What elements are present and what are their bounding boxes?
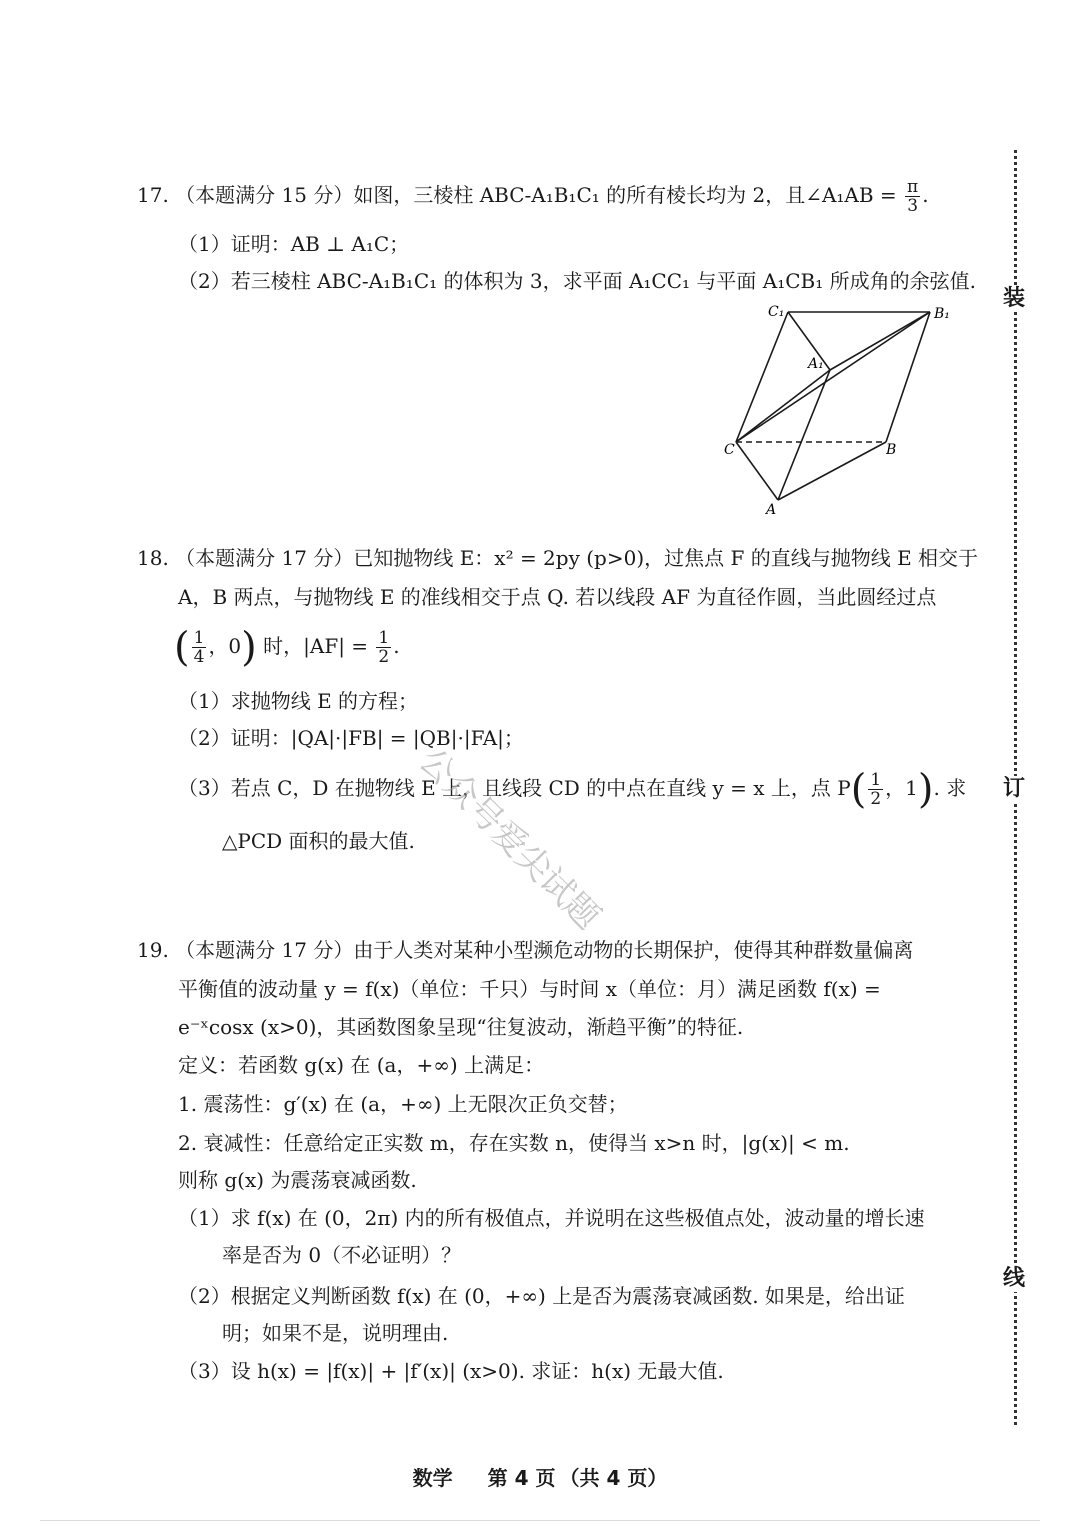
footer-total: （共 4 页）: [559, 1466, 668, 1490]
paren-close: ): [241, 624, 257, 671]
q18-line1: [137, 545, 978, 571]
q17-stem-text: （本题满分 15 分）如图，三棱柱 ABC-A₁B₁C₁ 的所有棱长均为 2，且∠A₁AB =: [175, 183, 897, 207]
label-B: B: [886, 442, 897, 458]
q18-line1-text: （本题满分 17 分）已知抛物线 E：x² = 2py (p>0)，过焦点 F 的直线与抛物线 E 相交于: [175, 546, 979, 570]
q19-line1: [137, 937, 913, 963]
q19-definition: 定义：若函数 g(x) 在 (a，+∞) 上满足：: [178, 1053, 545, 1077]
q18-p-den: 2: [870, 789, 882, 809]
q18-point-fraction: [192, 629, 207, 666]
q17-stem: [137, 178, 929, 215]
q19-part2-line2: 明；如果不是，说明理由.: [222, 1321, 449, 1345]
q19-line1-text: （本题满分 17 分）由于人类对某种小型濒危动物的长期保护，使得其种群数量偏离: [175, 938, 914, 962]
footer-page: 第 4 页: [487, 1466, 556, 1490]
q18-line2: A，B 两点，与抛物线 E 的准线相交于点 Q. 若以线段 AF 为直径作圆，当此圆经过点: [178, 585, 937, 609]
q17-frac-den: 3: [907, 196, 919, 216]
q17-part1: （1）证明：AB ⊥ A₁C；: [178, 232, 410, 256]
q18-number: 18.: [137, 546, 169, 570]
q19-def-item1: 1. 震荡性：g′(x) 在 (a，+∞) 上无限次正负交替；: [178, 1092, 628, 1116]
footer-subject: 数学: [412, 1466, 453, 1490]
q18-pt-rest: ，0: [208, 634, 242, 658]
label-A1: A₁: [808, 356, 824, 372]
q18-af-fraction: [376, 629, 391, 666]
bottom-rule: [40, 1520, 1040, 1521]
page-footer: [0, 1462, 1080, 1491]
prism-figure: [720, 300, 960, 520]
q18-pt-den: 4: [193, 647, 205, 667]
q19-part1: （1）求 f(x) 在 (0，2π) 内的所有极值点，并说明在这些极值点处，波动量的增长速: [178, 1206, 925, 1230]
q17-number: 17.: [137, 183, 169, 207]
binding-label-top: 装: [1002, 286, 1025, 311]
binding-label-middle: 订: [1002, 776, 1025, 801]
paren-close-p: ): [917, 766, 934, 813]
q18-line3: [174, 624, 400, 671]
q18-p-fraction: [868, 771, 883, 808]
q18-p3-end: . 求: [933, 776, 967, 800]
q17-frac-num: π: [907, 177, 919, 197]
q17-angle-fraction: [905, 178, 920, 215]
q19-number: 19.: [137, 938, 169, 962]
paren-open-p: (: [850, 766, 867, 813]
q19-part2: （2）根据定义判断函数 f(x) 在 (0，+∞) 上是否为震荡衰减函数. 如果是，给出证: [178, 1284, 905, 1308]
q19-line2: 平衡值的波动量 y = f(x)（单位：千只）与时间 x（单位：月）满足函数 f(x) =: [178, 977, 881, 1001]
q17-stem-end: .: [922, 183, 929, 207]
q18-af-den: 2: [378, 647, 390, 667]
q17-part2: （2）若三棱柱 ABC-A₁B₁C₁ 的体积为 3，求平面 A₁CC₁ 与平面 A₁CB₁ 所成角的余弦值.: [178, 269, 976, 293]
q19-def-item2: 2. 衰减性：任意给定正实数 m，存在实数 n，使得当 x>n 时，|g(x)| < m.: [178, 1131, 850, 1155]
watermark: 公众号爱尖试题: [411, 740, 608, 938]
q19-part1-line2: 率是否为 0（不必证明）？: [222, 1243, 462, 1267]
q19-def-conclusion: 则称 g(x) 为震荡衰减函数.: [178, 1168, 417, 1192]
label-C1: C₁: [768, 304, 785, 320]
q18-p-num: 1: [870, 770, 882, 790]
paren-open: (: [174, 624, 190, 671]
label-C: C: [724, 442, 735, 458]
q18-line3-mid: 时，|AF| =: [263, 634, 369, 658]
q18-p-rest: ，1: [885, 776, 918, 800]
q18-p3-text: （3）若点 C，D 在抛物线 E 上，且线段 CD 的中点在直线 y = x 上，点 P: [178, 776, 851, 800]
q19-part3: （3）设 h(x) = |f(x)| + |f′(x)| (x>0). 求证：h(x) 无最大值.: [178, 1359, 724, 1383]
q18-part2: （2）证明：|QA|·|FB| = |QB|·|FA|；: [178, 726, 524, 750]
q18-line3-end: .: [393, 634, 400, 658]
q19-line3: e⁻ˣcosx (x>0)，其函数图象呈现“往复波动，渐趋平衡”的特征.: [178, 1015, 744, 1039]
label-A: A: [766, 502, 777, 518]
q18-pt-num: 1: [193, 628, 205, 648]
q18-af-num: 1: [378, 628, 390, 648]
q18-part1: （1）求抛物线 E 的方程；: [178, 689, 419, 713]
q18-part3: [178, 766, 967, 813]
label-B1: B₁: [934, 306, 950, 322]
q18-part3-line2: △PCD 面积的最大值.: [222, 829, 415, 853]
binding-label-bottom: 线: [1002, 1266, 1025, 1291]
